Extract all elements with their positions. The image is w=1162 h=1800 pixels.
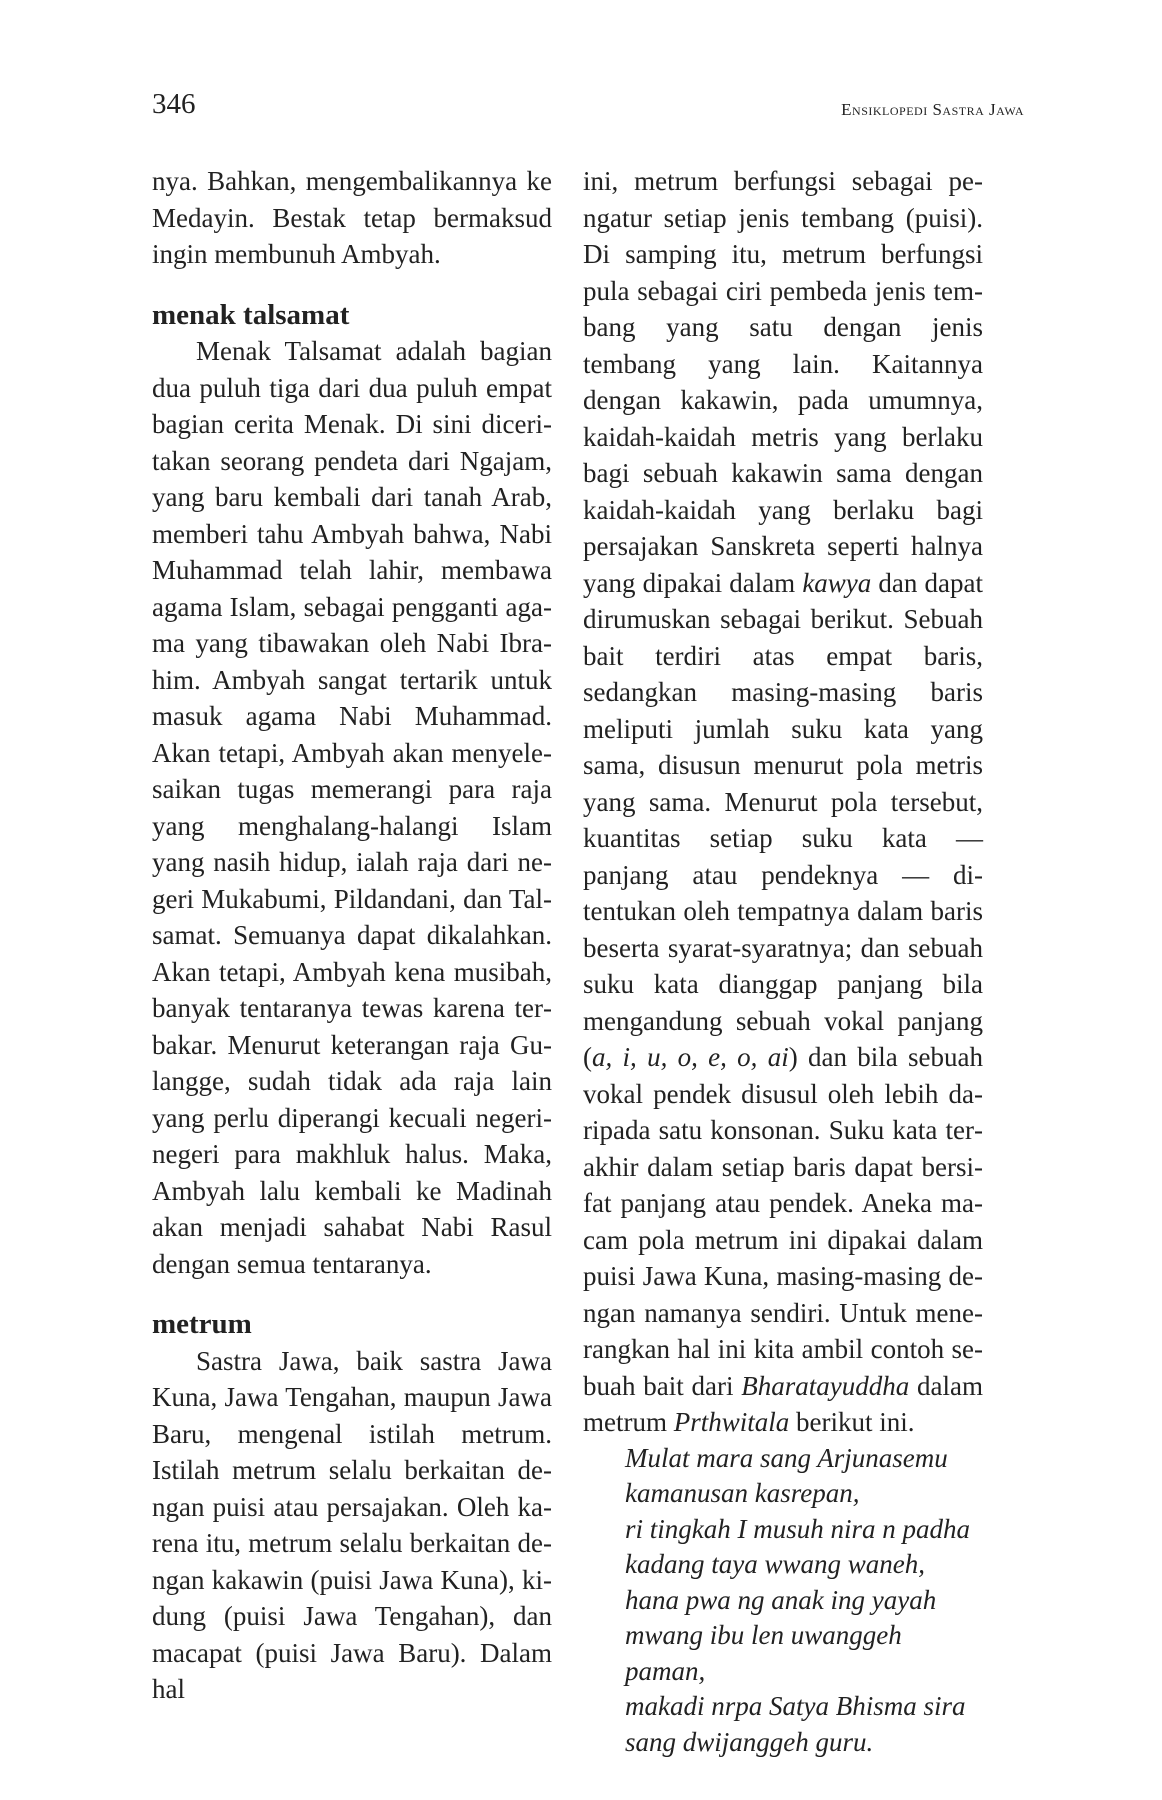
entry-body-metrum: Sastra Jawa, baik sastra Jawa Kuna, Jawa Tengahan, maupun Jawa Baru, mengenal istilah metrum. Istilah metrum selalu berkaitan dengan puisi atau persajakan. Oleh karena itu, metrum selalu berkaitan dengan kakawin (puisi Jawa Kuna), kidung (puisi Jawa Tengahan), dan macapat (puisi Jawa Baru). Dalam hal	[152, 1345, 552, 1704]
text-segment: dalam metrum	[583, 1370, 983, 1437]
term-kawya: kawya	[802, 567, 872, 598]
entry-title-menak-talsamat: menak talsamat	[152, 298, 350, 331]
entry-title-metrum: metrum	[152, 1308, 252, 1340]
continued-paragraph: nya. Bahkan, mengembalikannya ke Medayin. Bestak tetap bermaksud ingin membunuh Ambyah.	[152, 166, 552, 269]
metre-prthwitala: Prthwitala	[673, 1407, 790, 1437]
text-segment: ) dan bila sebuah vokal pendek disusul oleh lebih daripada satu konsonan. Suku kata terakhir dalam setiap baris dapat bersifat panjang atau pendek. Aneka macam pola metrum ini dipakai dalam puisi Jawa Kuna, masing-masing dengan namanya sendiri. Untuk menerangkan hal ini kita ambil contoh sebuah bait dari	[583, 1042, 983, 1401]
poem-line: sang dwijanggeh guru.	[625, 1726, 874, 1757]
right-column	[583, 163, 983, 1760]
metrum-paragraph	[583, 163, 983, 1441]
poem-line: Mulat mara sang Arjunasemu	[625, 1442, 948, 1473]
page-number: 346	[152, 88, 196, 120]
poem-line: ri tingkah I musuh nira n padha	[625, 1513, 971, 1544]
poem-line: kamanusan kasrepan,	[625, 1478, 860, 1508]
text-segment: ini, metrum berfungsi sebagai pengatur setiap jenis tembang (puisi). Di samping itu, metrum berfungsi pula sebagai ciri pembeda jenis tembang yang satu dengan jenis tembang yang lain. Kaitannya dengan kakawin, pada umumnya, kaidah-kaidah metris yang berlaku bagi sebuah kakawin sama dengan kaidah-kaidah yang berlaku bagi persajakan Sanskreta seperti halnya yang dipakai dalam	[583, 166, 983, 598]
poem-line: mwang ibu len uwanggeh paman,	[625, 1620, 902, 1686]
entry-body-menak-talsamat: Menak Talsamat adalah bagian dua puluh tiga dari dua puluh empat bagian cerita Menak. Di sini diceritakan seorang pendeta dari Ngajam, yang baru kembali dari tanah Arab, memberi tahu Ambyah bahwa, Nabi Muhammad telah lahir, membawa agama Islam, sebagai pengganti agama yang tibawakan oleh Nabi Ibrahim. Ambyah sangat tertarik untuk masuk agama Nabi Muhammad. Akan tetapi, Ambyah akan menyelesaikan tugas memerangi para raja yang menghalang-halangi Islam yang nasih hidup, ialah raja dari negeri Mukabumi, Pildandani, dan Talsamat. Semuanya dapat dikalahkan. Akan tetapi, Ambyah kena musibah, banyak tentaranya tewas karena terbakar. Menurut keterangan raja Gulangge, sudah tidak ada raja lain yang perlu diperangi kecuali negeri-negeri para makhluk halus. Maka, Ambyah lalu kembali ke Madinah akan menjadi sahabat Nabi Rasul dengan semua tentaranya.	[152, 336, 552, 1279]
text-segment: dan dapat dirumuskan sebagai berikut. Sebuah bait terdiri atas empat baris, sedangkan masing-masing baris meliputi jumlah suku kata yang sama, disusun menurut pola metris yang sama. Menurut pola tersebut, kuantitas setiap suku kata — panjang atau pendeknya — ditentukan oleh tempatnya dalam baris beserta syarat-syaratnya; dan sebuah suku kata dianggap panjang bila mengandung sebuah vokal panjang (	[583, 567, 983, 1072]
poem-line: kadang taya wwang waneh,	[625, 1549, 925, 1579]
poem-line: makadi nrpa Satya Bhisma sira	[625, 1691, 966, 1721]
running-title: Ensiklopedi Sastra Jawa	[841, 100, 1024, 119]
title-bharatayuddha: Bharatayuddha	[741, 1370, 910, 1401]
poem-stanza	[625, 1441, 983, 1761]
text-segment: berikut ini.	[789, 1407, 915, 1437]
left-column	[152, 163, 552, 1708]
vowel-list: a, i, u, o, e, o, ai	[592, 1042, 789, 1072]
page-header	[152, 88, 1024, 128]
poem-line: hana pwa ng anak ing yayah	[625, 1584, 937, 1615]
